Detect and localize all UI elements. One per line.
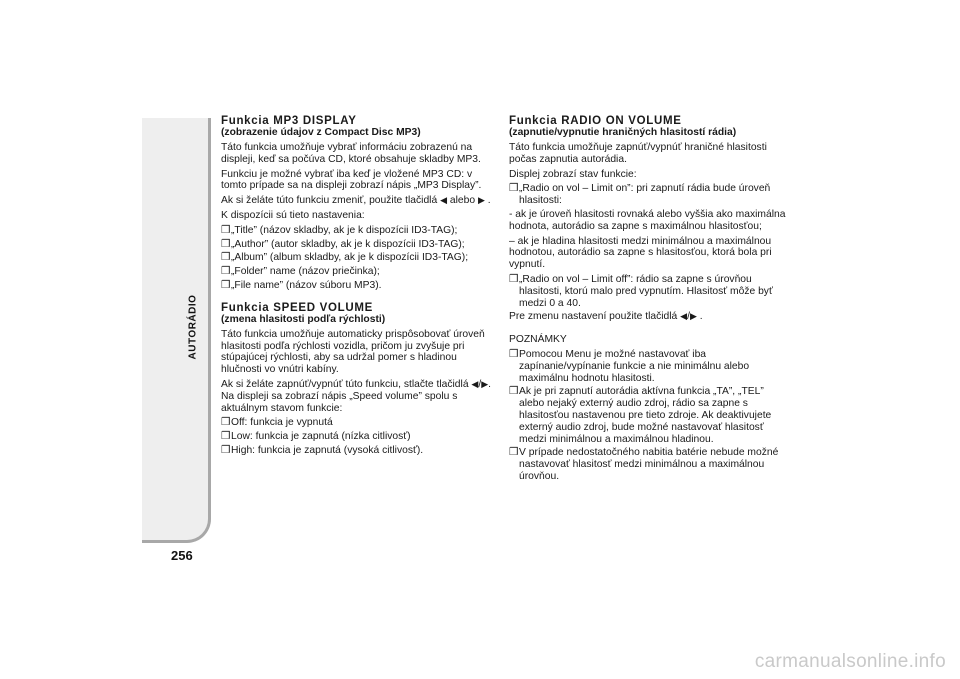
list-item: ❒„Author” (autor skladby, ak je k dispozícii ID3-TAG); [221, 238, 465, 250]
radio-on-volume-subheading: (zapnutie/vypnutie hraničných hlasitostí rádia) [509, 127, 737, 138]
checkbox-icon: ❒ [509, 183, 519, 195]
list-item: ❒„File name” (názov súboru MP3). [221, 279, 382, 291]
left-arrow-icon: ◀ [471, 378, 479, 389]
slash-text: / [478, 378, 482, 390]
left-arrow-icon: ◀ [680, 311, 688, 322]
speed-paragraph-1: Táto funkcia umožňuje automaticky prispôsobovať úroveň hlasitosti podľa rýchlosti vozidla, pričom ju zvyšuje pri stúpajúcej rýchlosti, aby sa udržal pomer s hladinou hlučnosti vo vnútri kabíny. [221, 328, 485, 376]
speed-volume-heading: Funkcia SPEED VOLUME [221, 301, 374, 314]
list-item: ❒Off: funkcia je vypnutá [221, 417, 333, 429]
list-item: ❒„Folder” name (názov priečinka); [221, 266, 380, 278]
checkbox-icon: ❒ [221, 431, 231, 443]
right-arrow-icon: ▶ [481, 378, 489, 389]
right-arrow-icon: ▶ [689, 311, 697, 322]
left-column [221, 115, 493, 459]
checkbox-icon: ❒ [509, 273, 519, 285]
slash-text: / [687, 311, 690, 323]
radio-paragraph-5-end: . [699, 311, 703, 323]
checkbox-icon: ❒ [221, 279, 231, 291]
chapter-label: AUTORÁDIO [187, 294, 199, 360]
list-item: ❒Low: funkcia je zapnutá (nízka citlivosť) [221, 431, 411, 443]
mp3-paragraph-1: Táto funkcia umožňuje vybrať informáciu zobrazenú na displeji, keď sa počúva CD, ktoré obsahuje skladby MP3. [221, 142, 481, 165]
speed-paragraph-2-text: Ak si želáte zapnúť/vypnúť túto funkciu, stlačte tlačidlá [221, 378, 469, 390]
checkbox-icon: ❒ [509, 447, 519, 459]
chapter-tab [142, 118, 211, 543]
list-item: ❒Pomocou Menu je možné nastavovať iba zapínanie/vypínanie funkcie a nie minimálnu alebo maximálnu hodnotu hlasitosti. [509, 348, 750, 384]
list-item: ❒Ak je pri zapnutí autorádia aktívna funkcia „TA”, „TEL” alebo nejaký externý audio zdroj, rádio sa zapne s hlasitosťou nastavenou pre tieto zdroje. Ak deaktivujete externý audio zdroj, bude možné nastavovať hlasitosť medzi minimálnou a maximálnou hladinou. [509, 386, 772, 445]
mp3-display-heading: Funkcia MP3 DISPLAY [221, 115, 357, 127]
mp3-paragraph-3-end: . [487, 195, 491, 207]
page-number: 256 [171, 548, 193, 563]
list-item: ❒„Title” (názov skladby, ak je k dispozícii ID3-TAG); [221, 224, 458, 236]
list-item: ❒„Album” (album skladby, ak je k dispozícii ID3-TAG); [221, 252, 469, 264]
radio-paragraph-5 [509, 311, 791, 323]
mp3-paragraph-3-text: Ak si želáte túto funkciu zmeniť, použite tlačidlá [221, 195, 438, 207]
radio-paragraph-3: - ak je úroveň hlasitosti rovnaká alebo vyššia ako maximálna hodnota, autorádio sa zapne s maximálnou hlasitosťou; [509, 208, 786, 232]
mp3-paragraph-2: Funkciu je možné vybrať iba keď je vložené MP3 CD: v tomto prípade sa na displeji zobrazí nápis „MP3 Display”. [221, 168, 482, 192]
radio-paragraph-5-text: Pre zmenu nastavení použite tlačidlá [509, 311, 678, 323]
mp3-display-subheading: (zobrazenie údajov z Compact Disc MP3) [221, 127, 421, 138]
list-item: ❒V prípade nedostatočného nabitia batérie nebude možné nastavovať hlasitosť medzi minimálnou a maximálnou úrovňou. [509, 447, 779, 482]
checkbox-icon: ❒ [221, 238, 231, 250]
checkbox-icon: ❒ [509, 386, 519, 398]
checkbox-icon: ❒ [221, 252, 231, 264]
right-arrow-icon: ▶ [477, 195, 485, 206]
checkbox-icon: ❒ [221, 417, 231, 429]
checkbox-icon: ❒ [221, 224, 231, 236]
speed-volume-subheading: (zmena hlasitosti podľa rýchlosti) [221, 313, 386, 325]
checkbox-icon: ❒ [509, 348, 519, 360]
left-arrow-icon: ◀ [440, 195, 447, 206]
mp3-paragraph-3-or: alebo [449, 195, 476, 207]
list-item: ❒High: funkcia je zapnutá (vysoká citlivosť). [221, 444, 424, 456]
mp3-paragraph-4: K dispozícii sú tieto nastavenia: [221, 209, 365, 221]
speed-paragraph-2 [221, 379, 493, 414]
radio-on-volume-heading: Funkcia RADIO ON VOLUME [509, 115, 682, 127]
radio-paragraph-4: – ak je hladina hlasitosti medzi minimálnou a maximálnou hodnotou, autorádio sa zapne s hlasitosťou, ktorá bola pri vypnutí. [509, 235, 772, 271]
radio-paragraph-1: Táto funkcia umožňuje zapnúť/vypnúť hraničné hlasitosti počas zapnutia autorádia. [509, 142, 767, 165]
notes-heading: POZNÁMKY [509, 334, 567, 346]
speed-paragraph-2-end: . Na displeji sa zobrazí nápis „Speed volume” spolu s aktuálnym stavom funkcie: [221, 378, 492, 414]
checkbox-icon: ❒ [221, 266, 231, 278]
radio-paragraph-2: Displej zobrazí stav funkcie: [509, 168, 637, 180]
list-item: ❒„Radio on vol – Limit off”: rádio sa zapne s úrovňou hlasitosti, ktorú malo pred vypnutím. Hlasitosť môže byť medzi 0 a 40. [509, 273, 773, 309]
checkbox-icon: ❒ [221, 444, 231, 456]
right-column [509, 115, 791, 485]
mp3-paragraph-3 [221, 195, 493, 207]
watermark: carmanualsonline.info [754, 651, 946, 672]
list-item: ❒„Radio on vol – Limit on”: pri zapnutí rádia bude úroveň hlasitosti: [509, 183, 771, 207]
